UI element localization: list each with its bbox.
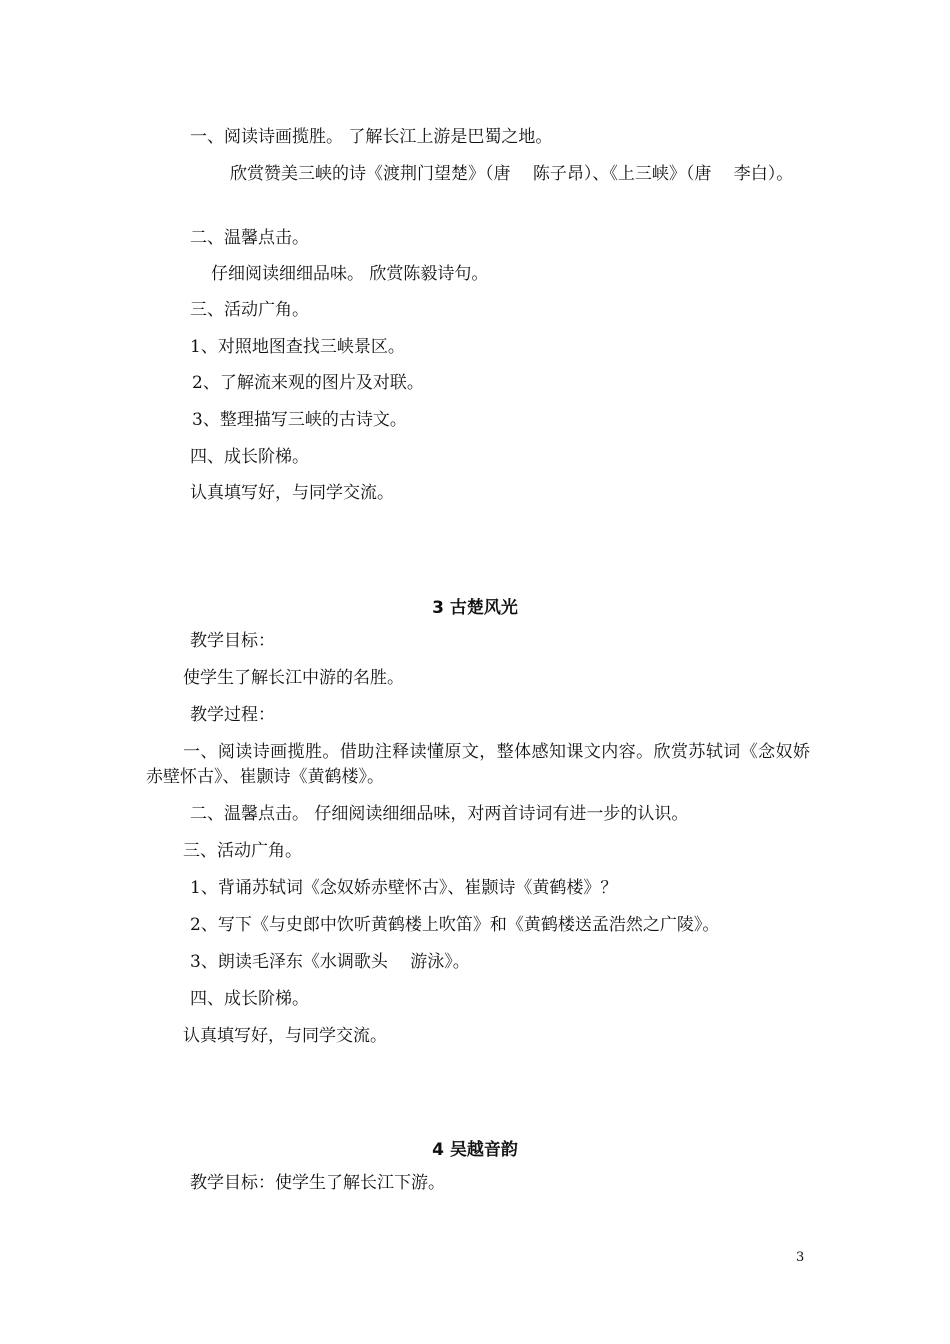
paragraph: 一、阅读诗画揽胜。 了解长江上游是巴蜀之地。	[190, 127, 553, 147]
list-item: 1、对照地图查找三峡景区。	[190, 337, 405, 357]
paragraph: 二、温馨点击。 仔细阅读细细品味，对两首诗词有进一步的认识。	[190, 804, 689, 824]
paragraph: 认真填写好，与同学交流。	[183, 1026, 387, 1046]
paragraph: 教学目标：	[190, 631, 275, 651]
paragraph: 认真填写好，与同学交流。	[190, 483, 394, 503]
list-item: 3、朗读毛泽东《水调歌头 游泳》。	[190, 952, 470, 972]
paragraph: 一、阅读诗画揽胜。借助注释读懂原文，整体感知课文内容。欣赏苏轼词《念奴娇 赤壁怀古》、崔颢诗《黄鹤楼》。	[146, 742, 810, 787]
section-title: 4 吴越音韵	[432, 1140, 518, 1160]
paragraph: 仔细阅读细细品味。 欣赏陈毅诗句。	[211, 264, 489, 284]
paragraph: 教学目标：使学生了解长江下游。	[190, 1173, 445, 1193]
section-title: 3 古楚风光	[432, 598, 518, 618]
paragraph: 使学生了解长江中游的名胜。	[183, 668, 404, 688]
page-number: 3	[796, 1250, 805, 1265]
paragraph: 三、活动广角。	[190, 300, 309, 320]
paragraph: 欣赏赞美三峡的诗《渡荆门望楚》（唐 陈子昂）、《上三峡》（唐 李白）。	[230, 164, 794, 184]
paragraph: 教学过程：	[190, 705, 275, 725]
paragraph: 四、成长阶梯。	[190, 447, 309, 467]
paragraph: 三、活动广角。	[183, 841, 302, 861]
list-item: 2、了解流来观的图片及对联。	[192, 373, 424, 393]
list-item: 3、整理描写三峡的古诗文。	[192, 410, 407, 430]
list-item: 2、写下《与史郎中饮听黄鹤楼上吹笛》和《黄鹤楼送孟浩然之广陵》。	[190, 915, 720, 935]
paragraph: 四、成长阶梯。	[190, 989, 309, 1009]
paragraph: 二、温馨点击。	[190, 228, 309, 248]
list-item: 1、背诵苏轼词《念奴娇赤壁怀古》、崔颢诗《黄鹤楼》？	[190, 878, 618, 898]
